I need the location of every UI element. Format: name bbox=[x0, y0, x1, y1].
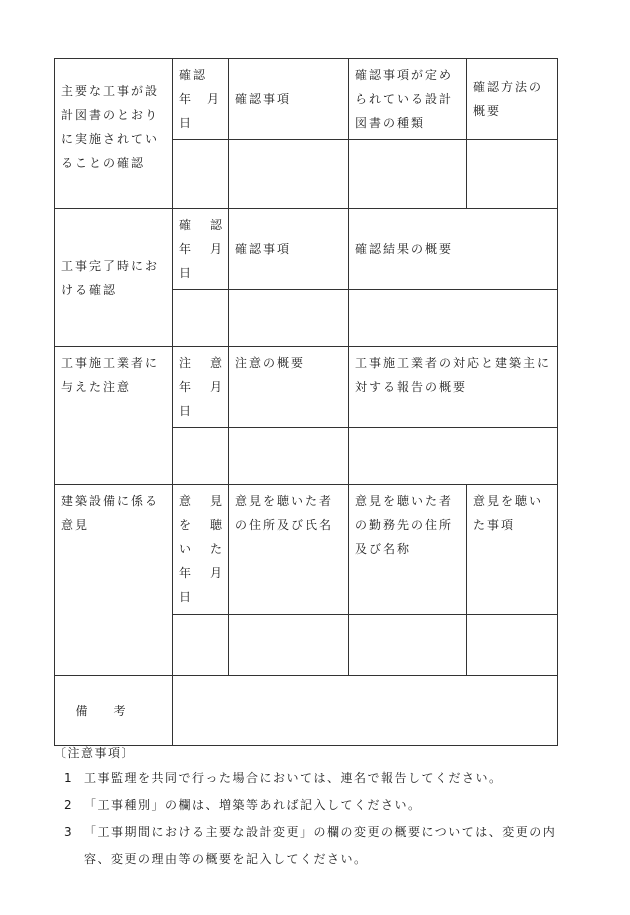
caution-date-cell[interactable] bbox=[173, 428, 229, 485]
equipment-opinion-label: 建築設備に係る意見 bbox=[55, 485, 173, 676]
equipment-office-header: 意見を聴いた者の勤務先の住所及び名称 bbox=[349, 485, 467, 615]
note-text: 「工事期間における主要な設計変更」の欄の変更の概要については、変更の内容、変更の理由等の概要を記入してください。 bbox=[84, 825, 557, 866]
header-text: 日 bbox=[179, 590, 194, 604]
completion-item-cell[interactable] bbox=[229, 290, 349, 347]
remarks-cell[interactable] bbox=[173, 676, 558, 746]
completion-result-header bbox=[349, 209, 558, 290]
note-item bbox=[54, 819, 574, 873]
equipment-person-header: 意見を聴いた者の住所及び氏名 bbox=[229, 485, 349, 615]
header-text: 聴 bbox=[209, 518, 222, 532]
completion-result-cell[interactable] bbox=[349, 290, 558, 347]
design-method-header: 確認方法の概要 bbox=[467, 59, 558, 140]
completion-item-header bbox=[229, 209, 349, 290]
header-text: 年 月 bbox=[179, 92, 222, 106]
note-item bbox=[54, 765, 574, 792]
header-text: を bbox=[179, 518, 192, 532]
note-number: 1 bbox=[64, 771, 74, 785]
note-number: 3 bbox=[64, 825, 74, 839]
design-docs-header: 確認事項が定められている設計図書の種類 bbox=[349, 59, 467, 140]
header-text: 年 bbox=[179, 566, 192, 580]
design-docs-cell[interactable] bbox=[349, 140, 467, 209]
design-date-header bbox=[173, 59, 229, 140]
caution-response-cell[interactable] bbox=[349, 428, 558, 485]
design-check-label: 主要な工事が設計図書のとおりに実施されていることの確認 bbox=[55, 59, 173, 209]
design-date-cell[interactable] bbox=[173, 140, 229, 209]
caution-summary-header: 注意の概要 bbox=[229, 347, 349, 428]
note-text: 「工事種別」の欄は、増築等あれば記入してください。 bbox=[84, 798, 422, 812]
header-text: 見 bbox=[209, 494, 222, 508]
header-text: 認 bbox=[209, 218, 222, 232]
header-text: 月 bbox=[209, 566, 222, 580]
design-item-header: 確認事項 bbox=[229, 59, 349, 140]
header-text: 確認結果の概要 bbox=[355, 242, 454, 256]
header-text: 日 bbox=[179, 404, 194, 418]
caution-summary-cell[interactable] bbox=[229, 428, 349, 485]
completion-date-cell[interactable] bbox=[173, 290, 229, 347]
header-text: 注 bbox=[179, 356, 192, 370]
design-method-cell[interactable] bbox=[467, 140, 558, 209]
header-text: 日 bbox=[179, 266, 194, 280]
caution-label: 工事施工業者に与えた注意 bbox=[55, 347, 173, 485]
caution-response-header: 工事施工業者の対応と建築主に対する報告の概要 bbox=[349, 347, 558, 428]
notes-title: 〔注意事項〕 bbox=[54, 746, 136, 760]
header-text: 確認 bbox=[179, 68, 208, 82]
header-text: 年 bbox=[179, 242, 192, 256]
equipment-office-cell[interactable] bbox=[349, 615, 467, 676]
header-text: 確 bbox=[179, 218, 192, 232]
equipment-date-cell[interactable] bbox=[173, 615, 229, 676]
header-text: 日 bbox=[179, 116, 194, 130]
caution-date-header bbox=[173, 347, 229, 428]
header-text: 月 bbox=[209, 242, 222, 256]
notes-section bbox=[54, 741, 574, 873]
note-number: 2 bbox=[64, 798, 74, 812]
remarks-label: 備考 bbox=[55, 676, 173, 746]
completion-check-label: 工事完了時における確認 bbox=[55, 209, 173, 347]
design-item-cell[interactable] bbox=[229, 140, 349, 209]
report-table bbox=[54, 58, 558, 746]
equipment-person-cell[interactable] bbox=[229, 615, 349, 676]
equipment-matter-cell[interactable] bbox=[467, 615, 558, 676]
note-text: 工事監理を共同で行った場合においては、連名で報告してください。 bbox=[84, 771, 503, 785]
header-text: 年 bbox=[179, 380, 192, 394]
header-text: い bbox=[179, 542, 192, 556]
header-text: た bbox=[209, 542, 222, 556]
equipment-date-header bbox=[173, 485, 229, 615]
header-text: 意 bbox=[179, 494, 192, 508]
completion-date-header bbox=[173, 209, 229, 290]
header-text: 確認事項 bbox=[235, 242, 292, 256]
note-item bbox=[54, 792, 574, 819]
header-text: 月 bbox=[209, 380, 222, 394]
header-text: 意 bbox=[209, 356, 222, 370]
equipment-matter-header: 意見を聴いた事項 bbox=[467, 485, 558, 615]
